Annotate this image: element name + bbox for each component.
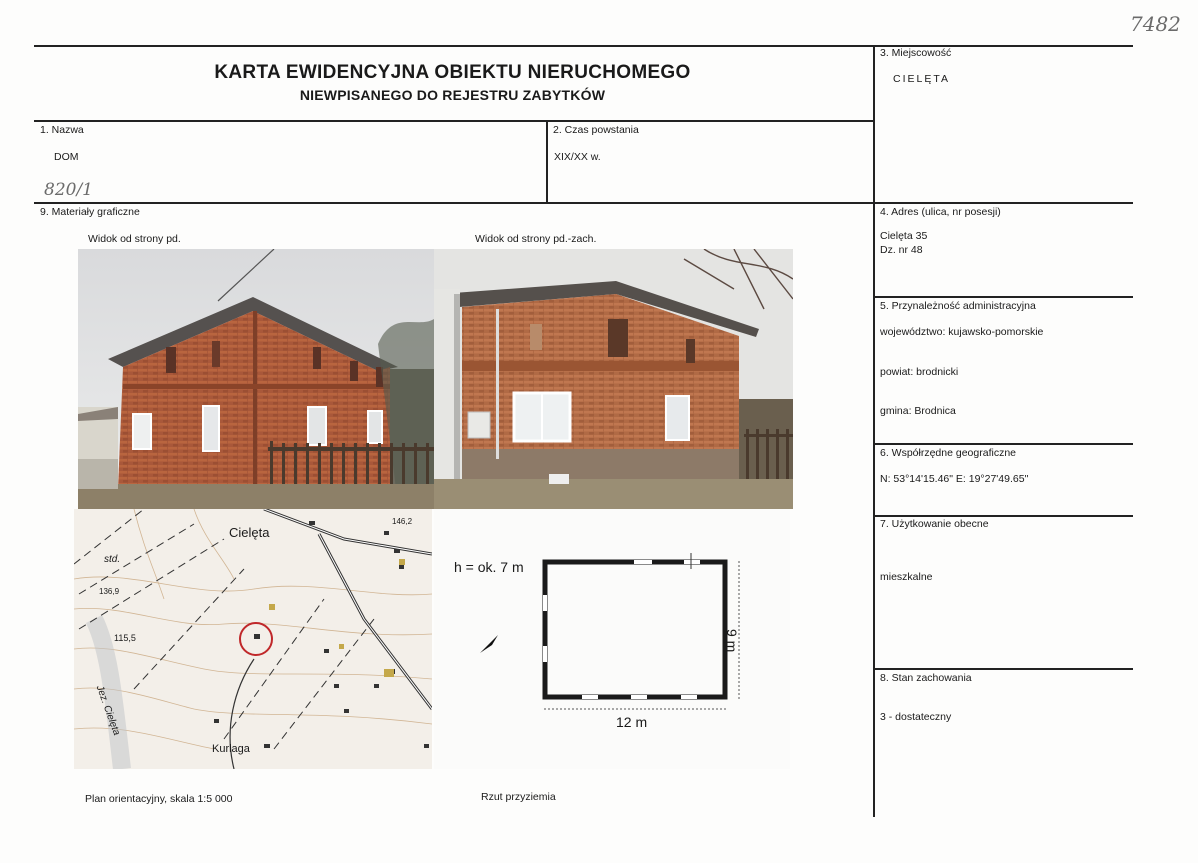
address-line1: Cielęta 35 (880, 230, 928, 242)
name-value: DOM (54, 151, 79, 163)
usage-label: 7. Użytkowanie obecne (880, 518, 989, 530)
card-title: KARTA EWIDENCYJNA OBIEKTU NIERUCHOMEGO (214, 62, 691, 83)
map-caption: Plan orientacyjny, skala 1:5 000 (85, 793, 233, 805)
admin-commune: gmina: Brodnica (880, 405, 956, 417)
coords-label: 6. Współrzędne geograficzne (880, 447, 1016, 459)
plan-depth-label: 9 m (724, 629, 740, 653)
condition-label: 8. Stan zachowania (880, 672, 972, 684)
map-place-kurlaga: Kurlaga (212, 743, 250, 755)
photo2-caption: Widok od strony pd.-zach. (475, 233, 597, 245)
house-photo-south-icon (78, 249, 434, 509)
handwritten-plot-number: 820/1 (44, 180, 93, 200)
map-lake-label: Jez. Cielęta (93, 684, 122, 737)
plan-caption: Rzut przyziemia (481, 791, 556, 803)
name-period-divider (546, 120, 548, 203)
address-label: 4. Adres (ulica, nr posesji) (880, 206, 1001, 218)
map-std-label: std. (104, 554, 121, 565)
name-label: 1. Nazwa (40, 124, 84, 136)
house-photo-southwest-icon (434, 249, 793, 509)
title-bottom-rule (34, 120, 874, 122)
admin-county: powiat: brodnicki (880, 366, 959, 378)
plan-width-label: 12 m (616, 714, 648, 730)
address-line2: Dz. nr 48 (880, 244, 923, 256)
photo-south-view (78, 249, 434, 509)
locality-label: 3. Miejscowość (880, 47, 952, 59)
admin-label: 5. Przynależność administracyjna (880, 300, 1036, 312)
coords-value: N: 53°14'15.46" E: 19°27'49.65" (880, 473, 1029, 485)
usage-bottom-rule (873, 668, 1133, 670)
plan-height-label: h = ok. 7 m (454, 559, 524, 575)
map-place-cieleta: Cielęta (229, 525, 270, 540)
period-value: XIX/XX w. (554, 151, 601, 163)
usage-value: mieszkalne (880, 571, 933, 583)
admin-bottom-rule (873, 443, 1133, 445)
address-bottom-rule (873, 296, 1133, 298)
photo-southwest-view (434, 249, 793, 509)
name-bottom-rule (34, 202, 1133, 204)
card-subtitle: NIEWPISANEGO DO REJESTRU ZABYTKÓW (299, 87, 606, 103)
floor-plan (434, 509, 790, 769)
graphics-label: 9. Materiały graficzne (40, 206, 140, 218)
orientation-map (74, 509, 432, 769)
condition-value: 3 - dostateczny (880, 711, 952, 723)
coords-bottom-rule (873, 515, 1133, 517)
period-label: 2. Czas powstania (553, 124, 639, 136)
locality-value: CIELĘTA (893, 73, 950, 85)
right-column-divider (873, 45, 875, 817)
admin-voivodeship: województwo: kujawsko-pomorskie (880, 326, 1044, 338)
photo1-caption: Widok od strony pd. (88, 233, 181, 245)
map-elevation-3: 115,5 (114, 633, 136, 643)
map-elevation-1: 146,2 (392, 517, 413, 526)
handwritten-record-number: 7482 (1130, 12, 1181, 36)
top-rule (34, 45, 1133, 47)
map-elevation-2: 136,9 (99, 587, 120, 596)
